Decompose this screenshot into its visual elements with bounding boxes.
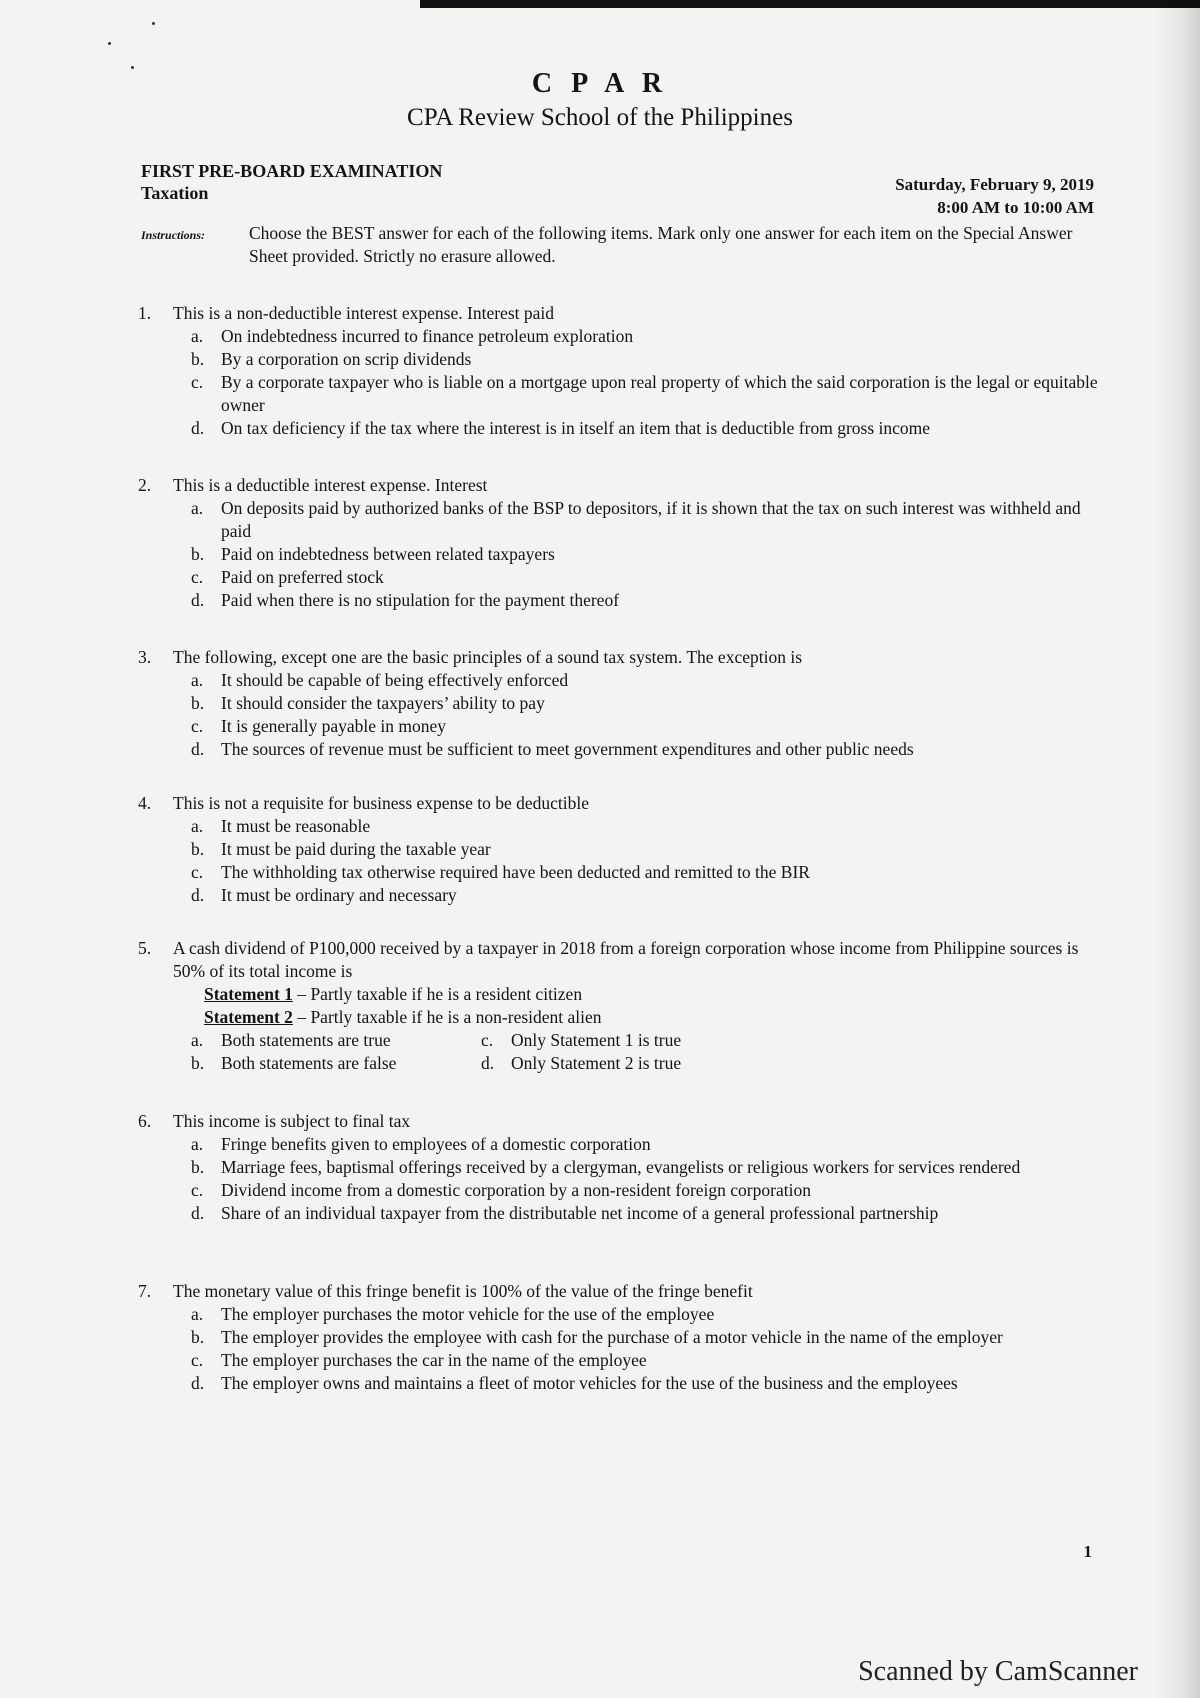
option-text: The sources of revenue must be sufficient to meet government expenditures and other public needs — [221, 739, 914, 759]
option-b — [138, 348, 1098, 371]
option-text: Paid on indebtedness between related taxpayers — [221, 544, 555, 564]
option-text: Only Statement 2 is true — [511, 1053, 682, 1073]
question-stem: This is a non-deductible interest expense. Interest paid — [173, 303, 554, 323]
option-d — [138, 589, 1098, 612]
option-b — [138, 1156, 1098, 1179]
option-text: On deposits paid by authorized banks of the BSP to depositors, if it is shown that the tax on such interest was withheld and paid — [221, 498, 1081, 541]
exam-schedule — [895, 173, 1094, 219]
option-letter: d. — [191, 590, 205, 610]
option-text: On indebtedness incurred to finance petroleum exploration — [221, 326, 634, 346]
option-text: The employer provides the employee with cash for the purchase of a motor vehicle in the name of the employer — [221, 1327, 1003, 1347]
question-stem: This income is subject to final tax — [173, 1111, 411, 1131]
question-7 — [138, 1280, 1098, 1395]
option-d — [138, 884, 1098, 907]
option-letter: b. — [191, 544, 205, 564]
option-text: Marriage fees, baptismal offerings received by a clergyman, evangelists or religious workers for services rendered — [221, 1157, 1021, 1177]
option-letter: a. — [191, 1134, 204, 1154]
option-a — [138, 1303, 1098, 1326]
option-text: It should be capable of being effectively enforced — [221, 670, 569, 690]
option-text: Paid when there is no stipulation for the payment thereof — [221, 590, 620, 610]
scan-top-border — [420, 0, 1200, 8]
option-letter: a. — [191, 326, 204, 346]
exam-info — [141, 160, 442, 204]
question-stem: The following, except one are the basic principles of a sound tax system. The exception is — [173, 647, 803, 667]
question-stem: A cash dividend of P100,000 received by a taxpayer in 2018 from a foreign corporation whose income from Philippine sources is 50% of its total income is — [173, 938, 1079, 981]
scan-speck — [152, 22, 155, 25]
option-d — [138, 738, 1098, 761]
question-3 — [138, 646, 1098, 761]
option-text: It must be reasonable — [221, 816, 371, 836]
option-text: It should consider the taxpayers’ ability to pay — [221, 693, 545, 713]
question-number: 3. — [138, 647, 152, 667]
option-letter: c. — [191, 1180, 204, 1200]
option-letter: c. — [481, 1030, 494, 1050]
option-text: On tax deficiency if the tax where the interest is in itself an item that is deductible from gross income — [221, 418, 931, 438]
option-text: Dividend income from a domestic corporation by a non-resident foreign corporation — [221, 1180, 811, 1200]
question-number: 1. — [138, 303, 152, 323]
option-text: It is generally payable in money — [221, 716, 446, 736]
instructions-text: Choose the BEST answer for each of the following items. Mark only one answer for each item on the Special Answer Sheet provided. Strictly no erasure allowed. — [249, 223, 1073, 266]
option-b — [191, 1052, 481, 1075]
option-text: Both statements are false — [221, 1053, 397, 1073]
option-letter: b. — [191, 839, 205, 859]
option-letter: b. — [191, 1157, 205, 1177]
option-c — [481, 1029, 741, 1052]
option-letter: d. — [191, 739, 205, 759]
option-a — [191, 1029, 481, 1052]
option-c — [138, 371, 1098, 417]
option-text: Share of an individual taxpayer from the distributable net income of a general professional partnership — [221, 1203, 939, 1223]
option-letter: a. — [191, 1030, 204, 1050]
option-b — [138, 838, 1098, 861]
option-a — [138, 325, 1098, 348]
statement-text: – Partly taxable if he is a resident citizen — [292, 984, 583, 1004]
option-c — [138, 861, 1098, 884]
option-text: The employer purchases the car in the name of the employee — [221, 1350, 647, 1370]
option-letter: c. — [191, 1350, 204, 1370]
option-text: Paid on preferred stock — [221, 567, 384, 587]
option-letter: a. — [191, 1304, 204, 1324]
option-letter: a. — [191, 498, 204, 518]
option-grid — [138, 1029, 1098, 1075]
question-stem: This is not a requisite for business expense to be deductible — [173, 793, 590, 813]
option-c — [138, 566, 1098, 589]
question-stem: This is a deductible interest expense. Interest — [173, 475, 488, 495]
question-2 — [138, 474, 1098, 612]
question-number: 2. — [138, 475, 152, 495]
question-number: 7. — [138, 1281, 152, 1301]
option-letter: c. — [191, 716, 204, 736]
option-letter: d. — [191, 1373, 205, 1393]
question-6 — [138, 1110, 1098, 1225]
option-text: By a corporation on scrip dividends — [221, 349, 472, 369]
option-text: It must be ordinary and necessary — [221, 885, 457, 905]
option-c — [138, 715, 1098, 738]
option-a — [138, 669, 1098, 692]
option-letter: b. — [191, 349, 205, 369]
question-number: 5. — [138, 938, 152, 958]
question-number: 6. — [138, 1111, 152, 1131]
question-5 — [138, 937, 1098, 1075]
option-letter: c. — [191, 372, 204, 392]
option-c — [138, 1349, 1098, 1372]
statement-2 — [138, 1006, 1098, 1029]
option-text: Fringe benefits given to employees of a domestic corporation — [221, 1134, 651, 1154]
option-text: The withholding tax otherwise required have been deducted and remitted to the BIR — [221, 862, 810, 882]
exam-time: 8:00 AM to 10:00 AM — [937, 198, 1094, 217]
exam-subject: Taxation — [141, 183, 209, 203]
option-letter: a. — [191, 670, 204, 690]
statement-1 — [138, 983, 1098, 1006]
scan-edge-shadow — [1154, 0, 1200, 1698]
instructions-label: Instructions: — [141, 228, 206, 242]
option-text: It must be paid during the taxable year — [221, 839, 491, 859]
scanner-watermark: Scanned by CamScanner — [858, 1656, 1138, 1687]
option-letter: b. — [191, 1327, 205, 1347]
option-text: The employer purchases the motor vehicle for the use of the employee — [221, 1304, 715, 1324]
option-text: The employer owns and maintains a fleet of motor vehicles for the use of the business and the employees — [221, 1373, 958, 1393]
option-b — [138, 543, 1098, 566]
option-letter: d. — [191, 885, 205, 905]
option-letter: c. — [191, 862, 204, 882]
option-letter: d. — [191, 1203, 205, 1223]
school-name: CPA Review School of the Philippines — [407, 104, 793, 131]
school-acronym: C P A R — [531, 68, 669, 99]
question-4 — [138, 792, 1098, 907]
option-d — [481, 1052, 741, 1075]
scan-speck — [108, 42, 111, 45]
page-number: 1 — [1083, 1542, 1092, 1561]
option-letter: c. — [191, 567, 204, 587]
option-b — [138, 1326, 1098, 1349]
exam-date: Saturday, February 9, 2019 — [895, 175, 1094, 194]
option-letter: d. — [191, 418, 205, 438]
option-letter: b. — [191, 693, 205, 713]
option-b — [138, 692, 1098, 715]
option-text: Both statements are true — [221, 1030, 391, 1050]
option-a — [138, 1133, 1098, 1156]
option-c — [138, 1179, 1098, 1202]
option-d — [138, 1202, 1098, 1225]
option-text: Only Statement 1 is true — [511, 1030, 682, 1050]
statement-text: – Partly taxable if he is a non-resident alien — [292, 1007, 602, 1027]
option-letter: b. — [191, 1053, 205, 1073]
option-d — [138, 417, 1098, 440]
statement-label: Statement 1 — [204, 984, 293, 1004]
option-letter: a. — [191, 816, 204, 836]
question-stem: The monetary value of this fringe benefit is 100% of the value of the fringe benefit — [173, 1281, 753, 1301]
question-1 — [138, 302, 1098, 440]
option-d — [138, 1372, 1098, 1395]
instructions — [141, 222, 1096, 268]
question-number: 4. — [138, 793, 152, 813]
exam-title: FIRST PRE-BOARD EXAMINATION — [141, 161, 443, 181]
option-letter: d. — [481, 1053, 495, 1073]
statement-label: Statement 2 — [204, 1007, 293, 1027]
option-a — [138, 497, 1098, 543]
option-a — [138, 815, 1098, 838]
option-text: By a corporate taxpayer who is liable on a mortgage upon real property of which the said corporation is the legal or equitable owner — [221, 372, 1098, 415]
